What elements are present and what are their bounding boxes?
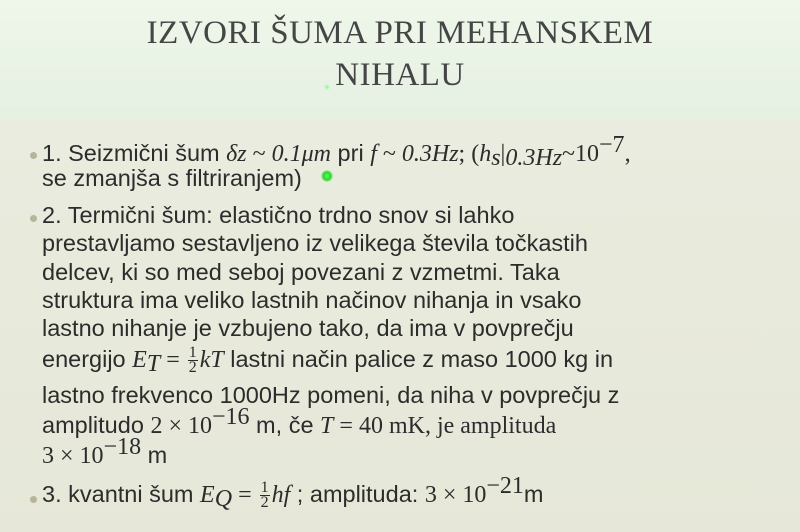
text: ; amplituda:	[290, 481, 425, 507]
bullet3-line1	[42, 473, 544, 512]
math-exponent: −21	[486, 473, 524, 499]
bullet2-line3: delcev, ki so med seboj povezani z vzmetmi. Taka	[42, 259, 560, 285]
title-line-1: IZVORI ŠUMA PRI MEHANSKEM	[146, 15, 654, 51]
math-h: h	[479, 141, 492, 167]
laser-pointer-dot	[321, 170, 333, 182]
math-comma: ,	[624, 141, 631, 167]
math-equals: =	[232, 482, 258, 508]
text: amplitudo	[42, 412, 151, 438]
text: m	[523, 481, 544, 507]
text: pri	[331, 140, 371, 166]
text: m, če	[249, 412, 321, 438]
fraction-one-half	[260, 481, 270, 510]
bullet-dot	[30, 152, 37, 159]
math-tilde: ~	[376, 141, 402, 167]
math-dz: δz	[226, 141, 247, 167]
math-value: 0.1μm	[271, 141, 332, 167]
bullet2-line7: lastno frekvenco 1000Hz pomeni, da niha v povprečju z	[42, 382, 620, 408]
text: energijo	[42, 346, 133, 372]
bullet1-line2: se zmanjša s filtriranjem)	[42, 165, 302, 191]
fraction-one-half	[188, 346, 198, 375]
math-sub-s: s	[491, 145, 501, 171]
math-mantissa: 3 × 10	[424, 482, 487, 508]
slide-title	[0, 12, 800, 96]
math-mantissa: 2 × 10	[150, 413, 212, 439]
math-semicolon: ; (	[458, 141, 480, 167]
math-sub-Q: Q	[214, 486, 233, 512]
text: 1. Seizmični šum	[42, 140, 227, 166]
math-hz: 0.3Hz	[401, 141, 459, 167]
text: lastni način palice z maso 1000 kg in	[223, 346, 614, 372]
math-f: f	[370, 141, 377, 167]
text: m	[141, 442, 168, 468]
bullet2-line2: prestavljamo sestavljeno iz velikega števila točkastih	[42, 230, 588, 256]
math-hf: hf	[271, 482, 291, 508]
math-equals: =	[160, 347, 186, 373]
math-tilde: ~	[246, 141, 272, 167]
math-exponent: −16	[211, 404, 250, 430]
bullet2-line1: 2. Termični šum: elastično trdno snov si lahko	[42, 202, 515, 228]
text: 3. kvantni šum	[42, 481, 201, 507]
math-T: T	[320, 413, 334, 439]
title-line-2: NIHALU	[335, 57, 465, 93]
fraction-numerator: 1	[188, 344, 197, 362]
bullet-dot	[30, 496, 37, 503]
fraction-denominator: 2	[260, 494, 269, 512]
math-sub-hz: 0.3Hz	[505, 145, 563, 171]
laser-pointer-glow	[324, 84, 330, 90]
math-ten: ~10	[562, 141, 600, 167]
text: = 40 mK, je amplituda	[333, 413, 557, 439]
math-exponent: −7	[599, 132, 625, 158]
fraction-denominator: 2	[188, 359, 197, 377]
bullet2-line4: struktura ima veliko lastnih načinov nihanja in vsako	[42, 287, 582, 313]
math-E: E	[200, 482, 215, 508]
fraction-numerator: 1	[260, 479, 269, 497]
math-exponent: −18	[103, 434, 142, 460]
math-E: E	[132, 347, 147, 373]
math-mantissa: 3 × 10	[42, 443, 104, 469]
math-bar: |	[500, 141, 506, 167]
bullet2-line5: lastno nihanje je vzbujeno tako, da ima v povprečju	[42, 315, 574, 341]
math-sub-T: T	[146, 351, 161, 377]
math-kT: kT	[199, 347, 224, 373]
bullet2-line9	[42, 434, 168, 470]
bullet2-line6	[42, 345, 613, 375]
bullet-dot	[30, 215, 37, 222]
